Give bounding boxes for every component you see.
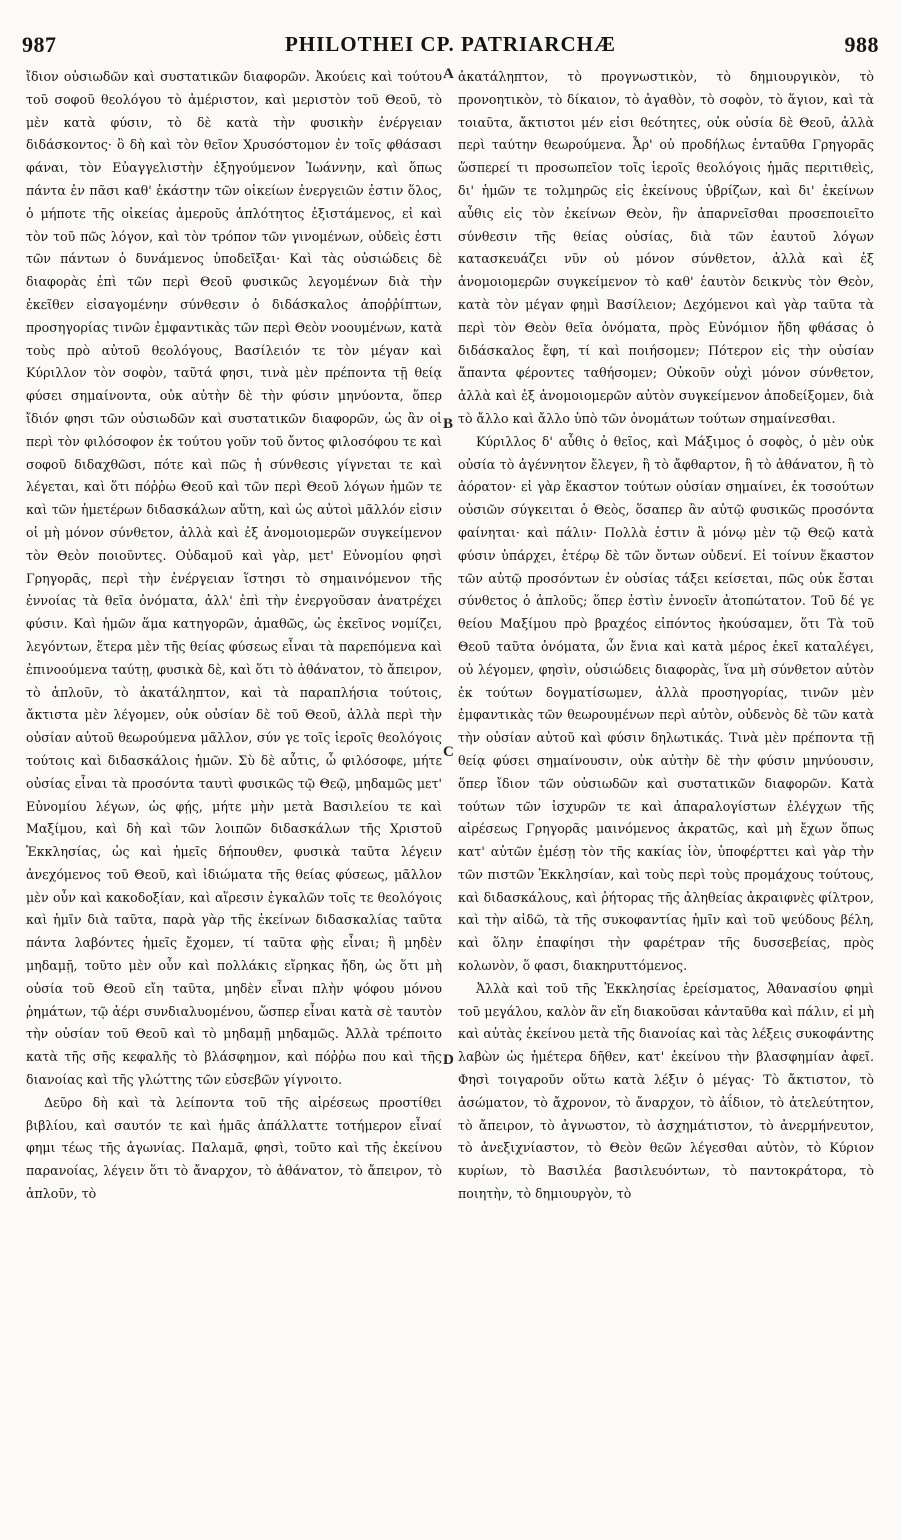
section-marker-c: C	[443, 744, 454, 760]
paragraph: ἴδιον οὐσιωδῶν καὶ συστατικῶν διαφορῶν. Ἀκούεις καὶ τούτου τοῦ σοφοῦ θεολόγου τὸ ἀμέριστον, καὶ μεριστὸν τοῦ Θεοῦ, τὸ μὲν κατὰ φύσιν, τὸ δὲ κατὰ τὴν φυσικὴν ἐνέργειαν διδάσκοντος· ὃ δὴ καὶ τὸν θεῖον Χρυσόστομον ἐν τοῖς φθάσασι φάναι, τὸν Εὐαγγελιστὴν ἐξηγούμενον Ἰωάννην, καὶ ὅπως πάντα ἐν πᾶσι καθ' ἑκάστην τῶν οἰκείων ἐνεργειῶν ἐστιν ὅλος, ὁ μήποτε τῆς οἰκείας ἀμεροῦς ἁπλότητος ἐξιστάμενος, εἰ καὶ τὸν τοῦ πῶς λόγον, καὶ τὸν τρόπον τῶν γινομένων, οὐδεὶς ἐστι τῶν πάντων ὁ δυνάμενος ὑποδεῖξαι· Καὶ τὰς οὐσιώδεις δὲ διαφορὰς ἐπὶ τῶν περὶ Θεοῦ φυσικῶς λεγομένων διὰ τὴν ἐκεῖθεν εἰσαγομένην σύνθεσιν ὁ διδάσκαλος ἀποῤῥίπτων, προσηγορίας τινῶν ἐμφαντικὰς τῶν περὶ Θεὸν νοουμένων, κατὰ τοὺς πρὸ αὐτοῦ θεολόγους, Βασίλειόν τε τὸν μέγαν καὶ Κύριλλον τὸν σοφὸν, ταῦτά φησι, τινὰ μὲν πρέποντα τῇ θείᾳ φύσει σημαίνοντα, οὐκ αὐτὴν δὲ τὴν φύσιν μηνύοντα, ὅπερ ἴδιόν φησι τῶν οὐσιωδῶν καὶ συστατικῶν διαφορῶν, ὡς ἂν οἱ περὶ τὸν φιλόσοφον ἐκ τούτου γοῦν τοῦ ὄντος φιλοσόφου τε καὶ σοφοῦ διδαχθῶσι, πότε καὶ πῶς ἡ σύνθεσις γίγνεται τε καὶ λέγεται, καὶ ὅτι πόῤῥω Θεοῦ καὶ τῶν περὶ Θεοῦ λόγων ἡμῶν τε καὶ τῶν ἡμετέρων διδασκάλων αὕτη, καὶ ὡς αὐτοὶ μᾶλλόν εἰσιν οἱ μὴ μόνον σύνθετον, ἀλλὰ καὶ ἐξ ἀνομοιομερῶν συγκείμενον τὸν Θεὸν ποιοῦντες. Οὐδαμοῦ καὶ γὰρ, μετ' Εὐνομίου φησὶ Γρηγορᾶς, περὶ τὴν ἐνέργειαν ἵστησι τὸ σημαινόμενον τῆς ἐννοίας τὰ θεῖα ὀνόματα, ἀλλ' ἐπὶ τὴν ἐνεργοῦσαν ἀνατρέχει φύσιν. Καὶ ἡμῶν ἅμα κατηγορῶν, ἀμαθῶς, ὡς ἐκεῖνος νομίζει, λεγόντων, ἕτερα μὲν τῆς θείας φύσεως εἶναι τὰ παρεπόμενα καὶ ἐπινοούμενα ταύτῃ, φυσικὰ δὲ, καὶ ὅτι τὸ ἀθάνατον, τὸ ἄπειρον, τὸ ἁπλοῦν, τὸ ἀκατάληπτον, καὶ τὰ παραπλήσια τούτοις, ἄκτιστα μὲν λέγομεν, οὐκ οὐσίαν δὲ τοῦ Θεοῦ, ἀλλὰ περὶ τὴν οὐσίαν αὐτοῦ θεωρούμενα μᾶλλον, σύν γε τοῖς ἱεροῖς θεολόγοις τούτοις καὶ διδασκάλοις ἡμῶν. Σὺ δὲ αὖτις, ὦ φιλόσοφε, μήτε οὐσίας εἶναι τὰ προσόντα ταυτὶ φυσικῶς τῷ Θεῷ, μηδαμῶς μετ' Εὐνομίου λέγων, ὡς φῄς, μήτε μὴν μετὰ Βασιλείου τε καὶ Μαξίμου, καὶ δὴ καὶ τῶν λοιπῶν διδασκάλων τῆς Χριστοῦ Ἐκκλησίας, ὡς καὶ ἡμεῖς δήπουθεν, φυσικὰ ταῦτα λέγειν ἀνεχόμενος τοῦ Θεοῦ, καὶ ἰδιώματα τῆς θείας φύσεως, μᾶλλον μὲν οὖν καὶ κακοδοξίαν, καὶ αἵρεσιν ἐγκαλῶν τοῖς τε θεολόγοις καὶ ἡμῖν διὰ ταῦτα, παρὰ γὰρ τῆς ἐκείνων διδασκαλίας ταῦτα πάντα λαβόντες ἡμεῖς ἔχομεν, τί ταῦτα φῂς εἶναι; ἢ μηδὲν μηδαμῇ, τοῦτο μὲν οὖν καὶ πολλάκις εἴρηκας ἤδη, ὡς ὅτι μὴ οὐσία τοῦ Θεοῦ εἴη ταῦτα, μηδὲν εἶναι πλὴν ψόφου μόνου ῥημάτων, τῷ ἀέρι συνδιαλυομένου, ὥσπερ εἶναι κατὰ σὲ ταυτὸν τὴν οὐσίαν τοῦ Θεοῦ καὶ τὸ μηδαμῇ μηδαμῶς. Ἀλλὰ τρέποιτο κατὰ τῆς σῆς κεφαλῆς τὸ βλάσφημον, καὶ πόῤῥω που καὶ τῆς διανοίας καὶ τῆς γλώττης τῶν εὐσεβῶν γίγνοιτο.	[26, 69, 442, 1088]
paragraph: ἀκατάληπτον, τὸ προγνωστικὸν, τὸ δημιουργικὸν, τὸ προνοητικὸν, τὸ δίκαιον, τὸ ἀγαθὸν, τὸ σοφὸν, τὸ ἅγιον, καὶ τὰ τοιαῦτα, ἄκτιστοι μέν εἰσι θεότητες, οὐκ οὐσία δὲ Θεοῦ, ἀλλὰ περὶ ταύτην θεωρούμενα. Ἆρ' οὐ προδήλως ἐνταῦθα Γρηγορᾶς ὥσπερεί τι προσωπεῖον τοῖς ἱεροῖς θεολόγοις ἡμᾶς περιτιθεὶς, δι' ἡμῶν τε τολμηρῶς εἰς ἐκείνους ὑβρίζων, καὶ δι' ἐκείνων αὖθις εἰς τὸν ἐκείνων Θεὸν, ἣν ἀπαρνεῖσθαι προσεποιεῖτο σύνθεσιν τῆς θείας οὐσίας, διὰ τῶν ἑαυτοῦ λόγων κατασκευάζει νῦν οὐ μόνον σύνθετον, ἀλλὰ καὶ ἐξ ἀνομοιομερῶν συγκείμενον τὸ καθ' ἑαυτὸν δεικνὺς τὸν Θεὸν, κατὰ τὸν μέγαν φημὶ Βασίλειον; Δεχόμενοι καὶ γὰρ ταῦτα τὰ περὶ τὸν Θεὸν θεῖα ὀνόματα, πρὸς Εὐνόμιον ἤδη φθάσας ὁ διδάσκαλος ἔφη, τί καὶ ποιήσομεν; Πότερον εἰς τὴν οὐσίαν ἅπαντα φέροντες ταθήσομεν; Οὐκοῦν οὐχὶ μόνον σύνθετον, ἀλλὰ καὶ ἐξ ἀνομοιομερῶν αὐτὸν συγκείμενον ἀποδείξομεν, διὰ τὸ ἄλλο καὶ ἄλλο ὑπὸ τῶν ὀνομάτων τούτων σημαίνεσθαι.	[458, 69, 874, 426]
page-header	[22, 32, 879, 62]
left-column	[26, 66, 442, 1206]
page-number-left: 987	[22, 32, 57, 57]
section-marker-a: A	[443, 66, 454, 82]
page-number-right: 988	[844, 32, 879, 57]
right-column	[458, 66, 874, 1206]
section-marker-d: D	[443, 1052, 454, 1068]
paragraph: Κύριλλος δ' αὖθις ὁ θεῖος, καὶ Μάξιμος ὁ σοφὸς, ὁ μὲν οὐκ οὐσία τὸ ἀγέννητον ἔλεγεν, ἢ τὸ ἄφθαρτον, ἢ τὸ ἀθάνατον, ἢ τὸ ἀόρατον· εἰ γὰρ ἕκαστον τούτων οὐσίαν σημαίνει, ἐκ τοσούτων οὐσιῶν σύγκειται ὁ Θεὸς, ὅσαπερ ἂν αὐτῷ φυσικῶς προσόντα φαίνηται· καὶ πάλιν· Πολλὰ ἐστιν ἃ μόνῳ μὲν τῷ Θεῷ κατὰ φύσιν ὑπάρχει, ἑτέρῳ δὲ τῶν ὄντων οὐδενί. Εἰ τοίνυν ἕκαστον τῶν αὐτῷ προσόντων ἐν οὐσίας τάξει κείσεται, πῶς οὐκ ἔσται σύνθετος ὁ ἁπλοῦς; ὅπερ ἐστὶν ἐννοεῖν ἀτοπώτατον. Τοῦ δέ γε θείου Μαξίμου πρὸ βραχέος εἰπόντος ἠκούσαμεν, ὅτι Τὰ τοῦ Θεοῦ ταῦτα ὀνόματα, ὧν ἔνια καὶ κατὰ μέρος ἐκεῖ καταλέγει, οὐ λέγομεν, φησὶν, οὐσιώδεις διαφορὰς, ἵνα μὴ σύνθετον αὐτὸν ἐκ τούτων δογματίσωμεν, ἀλλὰ προσηγορίας, τινῶν μὲν ἐμφαντικὰς τῶν θεωρουμένων περὶ αὐτὸν, οὐδενὸς δὲ τῶν κατὰ τὴν οὐσίαν αὐτοῦ καὶ φύσιν δηλωτικάς. Τινὰ μὲν πρέποντα τῇ θείᾳ φύσει σημαίνουσιν, οὐκ αὐτὴν δὲ τὴν φύσιν μηνύουσιν, ὅπερ ἴδιον τῶν οὐσιωδῶν καὶ συστατικῶν διαφορῶν. Κατὰ τούτων τῶν ἰσχυρῶν τε καὶ ἀπαραλογίστων ἐλέγχων τῆς αἱρέσεως Γρηγορᾶς μαινόμενος ἀκρατῶς, καὶ μὴ ἔχων ὅπως κατ' αὐτῶν ἐμέσῃ τὸν τῆς κακίας ἰὸν, ὑποφέρττει καὶ γὰρ τὴν τῶν πιστῶν Ἐκκλησίαν, καὶ τοὺς περὶ τοὺς προμάχους τούτους, καὶ διδασκάλους, καὶ ῥήτορας τῆς ἀληθείας ἀκραιφνὲς φίλτρον, καὶ τὴν αἰδῶ, τὰ τῆς συκοφαντίας ἡμῖν καὶ τοῦ ψεύδους βέλη, καὶ ὅλην ἐπαφίησι τὴν φαρέτραν τῆς δυσσεβείας, πρὸς κολωνὸν, ὅ φασι, διακηρυττόμενος.	[458, 433, 874, 974]
paragraph: Ἀλλὰ καὶ τοῦ τῆς Ἐκκλησίας ἐρείσματος, Ἀθανασίου φημὶ τοῦ μεγάλου, καλὸν ἂν εἴη διακοῦσαι κἀνταῦθα καὶ πάλιν, εἰ μὴ καὶ αὐτὰς ἐκείνου μετὰ τῆς διανοίας καὶ τὰς λέξεις συκοφάντης λαβὼν ὡς ἡμέτερα δῆθεν, κατ' ἐκείνου τὴν βλασφημίαν ἀφεῖ. Φησὶ τοιγαροῦν οὕτω κατὰ λέξιν ὁ μέγας· Τὸ ἄκτιστον, τὸ ἀσώματον, τὸ ἄχρονον, τὸ ἄναρχον, τὸ ἀΐδιον, τὸ ἀτελεύτητον, τὸ ἄπειρον, τὸ ἀγνωστον, τὸ ἀσχημάτιστον, τὸ ἀνερμήνευτον, τὸ ἀνεξιχνίαστον, τὸ Θεὸν θεῶν λέγεσθαι αὐτὸν, τὸ Κύριον κυρίων, τὸ Βασιλέα βασιλευόντων, τὸ παντοκράτορα, τὸ ποιητὴν, τὸ δημιουργὸν, τὸ	[458, 980, 874, 1202]
paragraph: Δεῦρο δὴ καὶ τὰ λείποντα τοῦ τῆς αἱρέσεως προστίθει βιβλίου, καὶ σαυτόν τε καὶ ἡμᾶς ἀπάλλαττε τοτήμερον εἶναί φημι τέως τῆς ἀγωνίας. Παλαμᾶ, φησὶ, τοῦτο καὶ τῆς ἐκείνου παρανοίας, λέγειν ὅτι τὸ ἄναρχον, τὸ ἀθάνατον, τὸ ἄπειρον, τὸ ἁπλοῦν, τὸ	[26, 1094, 442, 1202]
running-title: PHILOTHEI CP. PATRIARCHÆ	[284, 32, 617, 56]
section-marker-b: B	[443, 416, 454, 432]
